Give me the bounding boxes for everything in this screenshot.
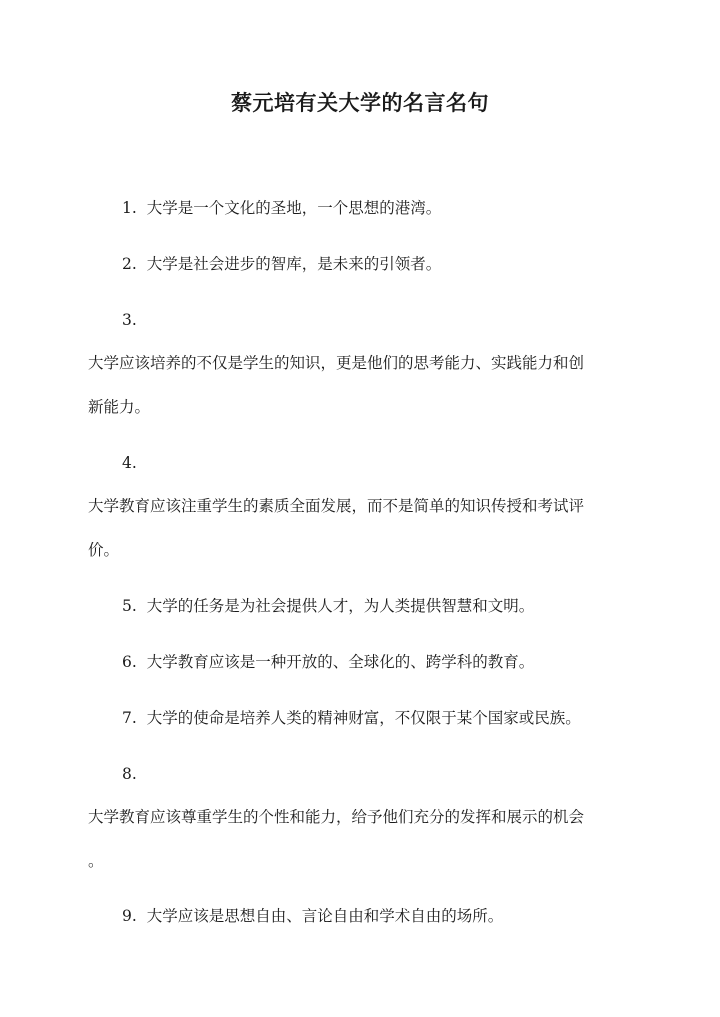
quote-number: 3. (122, 311, 137, 329)
quote-text-line: 价。 (88, 541, 120, 559)
quote-text-line: 大学教育应该尊重学生的个性和能力，给予他们充分的发挥和展示的机会 (88, 808, 585, 826)
quote-number: 5. (122, 597, 137, 615)
quote-text: 大学应该是思想自由、言论自由和学术自由的场所。 (146, 907, 504, 925)
quote-number: 8. (122, 765, 137, 783)
document-title: 蔡元培有关大学的名言名句 (231, 90, 489, 115)
quote-number: 6. (122, 653, 137, 671)
quote-item-7 (122, 708, 682, 728)
quote-text: 大学的使命是培养人类的精神财富，不仅限于某个国家或民族。 (146, 709, 581, 727)
quote-text: 大学是社会进步的智库，是未来的引领者。 (146, 255, 442, 273)
quote-text-line: 大学应该培养的不仅是学生的知识，更是他们的思考能力、实践能力和创 (88, 354, 585, 372)
quote-item-6 (122, 652, 682, 672)
quote-number: 4. (122, 454, 137, 472)
quote-text-line: 大学教育应该注重学生的素质全面发展，而不是简单的知识传授和考试评 (88, 497, 585, 515)
quote-text: 大学的任务是为社会提供人才，为人类提供智慧和文明。 (146, 597, 535, 615)
quote-text: 大学是一个文化的圣地，一个思想的港湾。 (146, 199, 442, 217)
quote-number: 2. (122, 255, 137, 273)
quote-text: 大学教育应该是一种开放的、全球化的、跨学科的教育。 (146, 653, 535, 671)
quote-item-2 (122, 254, 682, 274)
quote-item-1 (122, 198, 682, 218)
quote-number: 9. (122, 907, 137, 925)
quote-text-line: 。 (88, 852, 104, 870)
quote-item-5 (122, 596, 682, 616)
quote-text-line: 新能力。 (88, 398, 151, 416)
quote-item-9 (122, 906, 682, 926)
quote-number: 1. (122, 199, 137, 217)
quote-number: 7. (122, 709, 137, 727)
